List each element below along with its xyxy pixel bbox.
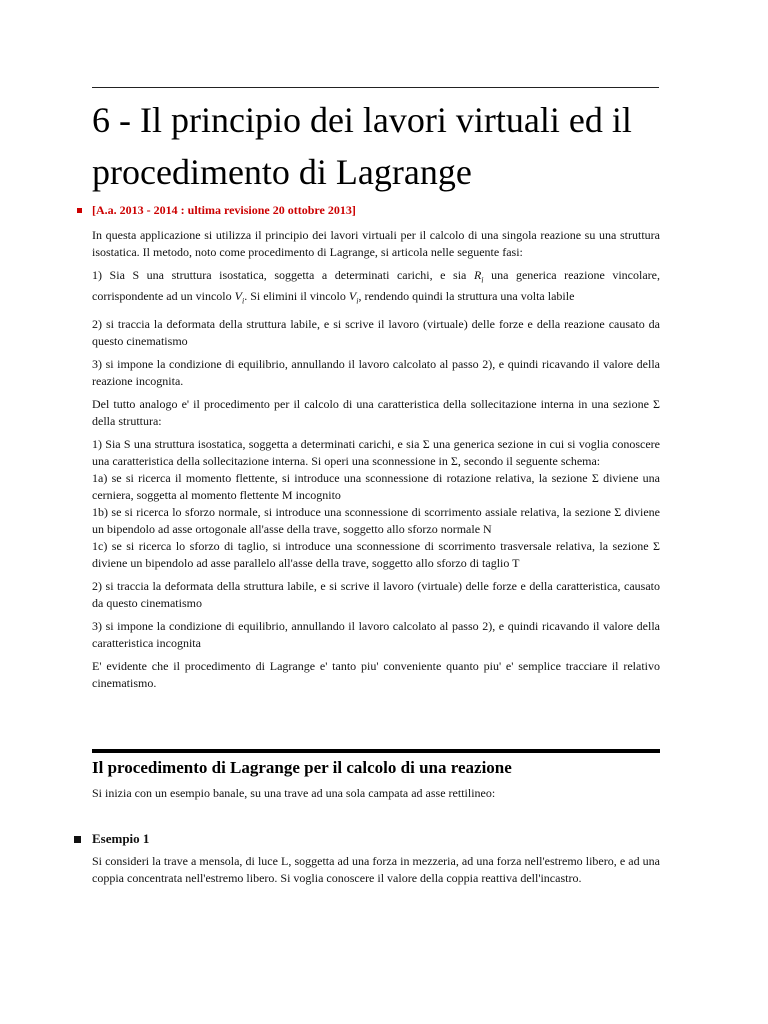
reaction-symbol: $R_i$ [473, 268, 484, 285]
paragraph-schema: 1) Sia S una struttura isostatica, soggetta a determinati carichi, e sia Σ una generica sezione in cui si voglia conoscere una caratteristica della sollecitazione interna. Si operi una sconnessione in Σ, secondo il seguente schema: 1a) se si ricerca il momento flettente, si introduce una sconnessione di rotazione relativa, la sezione Σ diviene una cerniera, soggetta al momento flettente M incognito 1b) se si ricerca lo sforzo normale, si introduce una sconnessione di scorrimento assiale relativa, la sezione Σ diviene un bipendolo ad asse ortogonale all'asse della trave, soggetto allo sforzo normale N 1c) se si ricerca lo sforzo di taglio, si introduce una sconnessione di scorrimento trasversale relativa, la sezione Σ diviene un bipendolo ad asse parallelo all'asse della trave, soggetto allo sforzo di taglio T [92, 436, 660, 570]
paragraph-step-1: 1) Sia S una struttura isostatica, soggetta a determinati carichi, e sia $R_i$ una generica reazione vincolare, corrispondente ad un vincolo $V_i$. Si elimini il vincolo $V_i$, rendendo quindi la struttura una volta labile [92, 268, 660, 306]
body-text [92, 227, 660, 698]
paragraph: 2) si traccia la deformata della struttura labile, e si scrive il lavoro (virtuale) delle forze e della reazione causato da questo cinematismo [92, 316, 660, 348]
meta-bullet-icon [77, 208, 82, 213]
paragraph: 3) si impone la condizione di equilibrio, annullando il lavoro calcolato al passo 2), e quindi ricavando il valore della reazione incognita. [92, 356, 660, 388]
constraint-symbol: $V_i$ [234, 289, 245, 306]
paragraph: Del tutto analogo e' il procedimento per il calcolo di una caratteristica della sollecitazione interna in una sezione Σ della struttura: [92, 396, 660, 428]
revision-note: [A.a. 2013 - 2014 : ultima revisione 20 ottobre 2013] [92, 203, 356, 217]
section-intro: Si inizia con un esempio banale, su una trave ad una sola campata ad asse rettilineo: [92, 786, 496, 800]
constraint-symbol: $V_i$ [348, 289, 359, 306]
section-heading: Il procedimento di Lagrange per il calcolo di una reazione [92, 758, 512, 777]
paragraph: 3) si impone la condizione di equilibrio, annullando il lavoro calcolato al passo 2), e quindi ricavando il valore della caratteristica incognita [92, 618, 660, 650]
paragraph: 2) si traccia la deformata della struttura labile, e si scrive il lavoro (virtuale) delle forze e della caratteristica, causato da questo cinematismo [92, 578, 660, 610]
example-title: Esempio 1 [92, 831, 150, 846]
paragraph: E' evidente che il procedimento di Lagrange e' tanto piu' conveniente quanto piu' e' semplice tracciare il relativo cinematismo. [92, 658, 660, 690]
section-rule [92, 749, 660, 753]
page-title: 6 - Il principio dei lavori virtuali ed il procedimento di Lagrange [92, 100, 632, 192]
example-bullet-icon [74, 836, 81, 843]
paragraph: In questa applicazione si utilizza il principio dei lavori virtuali per il calcolo di una singola reazione su una struttura isostatica. Il metodo, noto come procedimento di Lagrange, si articola nelle seguente fasi: [92, 228, 660, 259]
example-text: Si consideri la trave a mensola, di luce L, soggetta ad una forza in mezzeria, ad una forza nell'estremo libero, e ad una coppia concentrata nell'estremo libero. Si voglia conoscere il valore della coppia reattiva dell'incastro. [92, 854, 660, 885]
top-rule [92, 87, 659, 88]
